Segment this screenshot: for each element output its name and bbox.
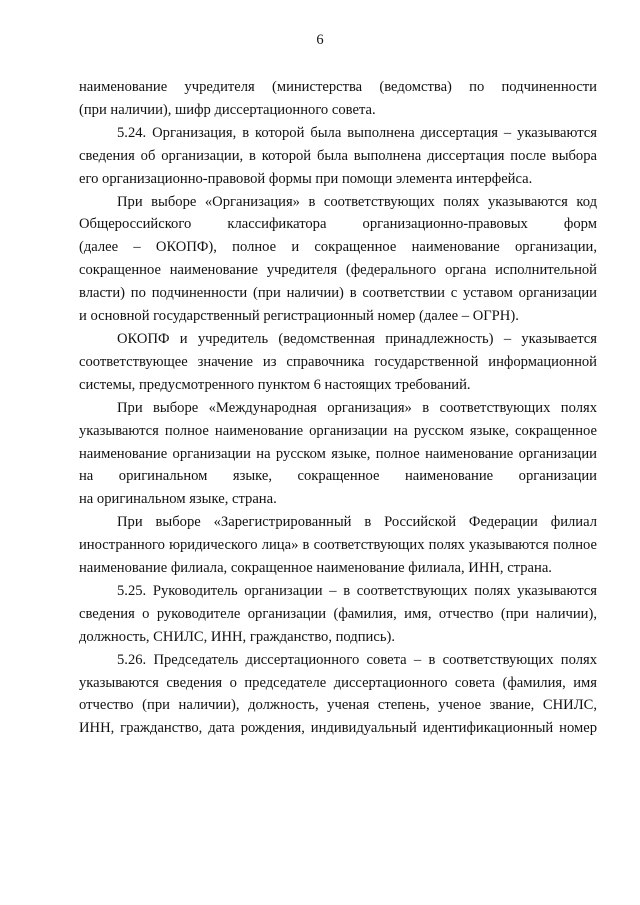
text-line: 5.25. Руководитель организации – в соответствующих полях указываются <box>117 582 597 599</box>
paragraph-okopf <box>79 328 597 397</box>
paragraph-5-25 <box>79 580 597 649</box>
text-line: ИНН, гражданство, дата рождения, индивидуальный идентификационный номер <box>79 720 597 737</box>
paragraph-5-24 <box>79 122 597 191</box>
text-line: иностранного юридического лица» в соответствующих полях указываются полное <box>79 537 597 554</box>
text-line: власти) по подчиненности (при наличии) в соответствии с уставом организации <box>79 285 597 302</box>
paragraph-5-26 <box>79 649 597 741</box>
text-line: и основной государственный регистрационный номер (далее – ОГРН). <box>79 308 519 325</box>
text-line: соответствующее значение из справочника государственной информационной <box>79 353 597 370</box>
text-line: сведения о руководителе организации (фамилия, имя, отчество (при наличии), <box>79 605 597 622</box>
text-line: Общероссийского классификатора организационно-правовых форм <box>79 216 597 233</box>
text-line: системы, предусмотренного пунктом 6 настоящих требований. <box>79 376 471 393</box>
text-line: ОКОПФ и учредитель (ведомственная принадлежность) – указывается <box>117 330 597 347</box>
text-line: При выборе «Организация» в соответствующих полях указываются код <box>117 193 597 210</box>
text-line: на оригинальном языке, сокращенное наименование организации <box>79 468 597 485</box>
paragraph-registered-branch <box>79 511 597 580</box>
text-line: наименование учредителя (министерства (ведомства) по подчиненности <box>79 79 597 95</box>
paragraph-international-organization <box>79 397 597 512</box>
text-line: 5.26. Председатель диссертационного совета – в соответствующих полях <box>117 651 597 668</box>
page-number: 6 <box>316 32 324 48</box>
paragraph-organization <box>79 191 597 328</box>
text-line: его организационно-правовой формы при помощи элемента интерфейса. <box>79 170 533 187</box>
text-line: (при наличии), шифр диссертационного совета. <box>79 101 376 118</box>
text-line: указываются полное наименование организации на русском языке, сокращенное <box>79 422 597 439</box>
text-line: наименование филиала, сокращенное наименование филиала, ИНН, страна. <box>79 560 552 577</box>
document-body <box>79 76 597 740</box>
text-line: на оригинальном языке, страна. <box>79 491 277 508</box>
text-line: должность, СНИЛС, ИНН, гражданство, подпись). <box>79 628 395 645</box>
text-line: наименование организации на русском языке, полное наименование организации <box>79 445 597 462</box>
text-line: указываются сведения о председателе диссертационного совета (фамилия, имя <box>79 674 597 691</box>
text-line: сокращенное наименование учредителя (федерального органа исполнительной <box>79 262 597 279</box>
text-line: 5.24. Организация, в которой была выполнена диссертация – указываются <box>117 124 597 141</box>
text-line: сведения об организации, в которой была выполнена диссертация после выбора <box>79 147 597 164</box>
paragraph-continuation <box>79 76 597 122</box>
text-line: отчество (при наличии), должность, ученая степень, ученое звание, СНИЛС, <box>79 697 597 714</box>
text-line: При выборе «Зарегистрированный в Российской Федерации филиал <box>117 514 597 531</box>
text-line: (далее – ОКОПФ), полное и сокращенное наименование организации, <box>79 239 597 256</box>
text-line: При выборе «Международная организация» в соответствующих полях <box>117 399 597 416</box>
